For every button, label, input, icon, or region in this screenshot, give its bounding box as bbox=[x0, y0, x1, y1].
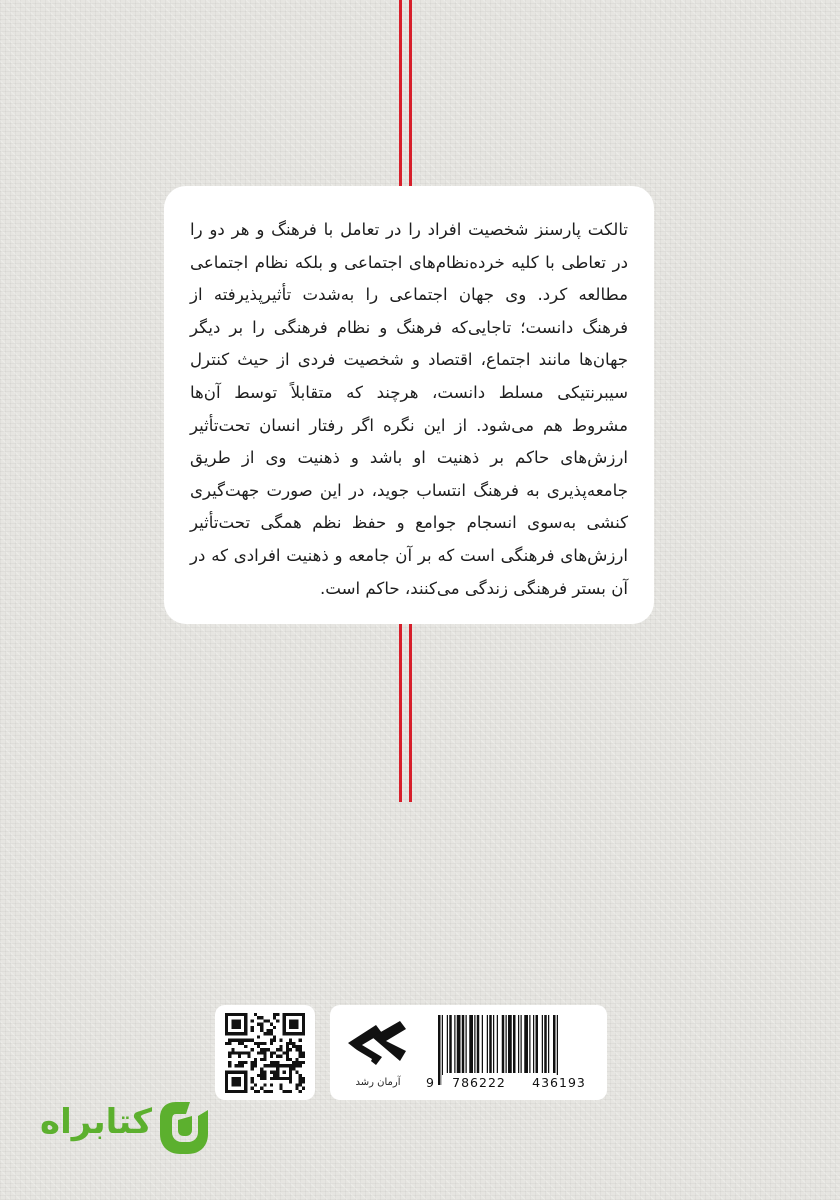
qr-module bbox=[263, 1048, 266, 1051]
qr-module bbox=[279, 1087, 282, 1090]
qr-module bbox=[231, 1048, 234, 1051]
qr-module bbox=[260, 1071, 263, 1074]
qr-module bbox=[276, 1013, 279, 1016]
qr-module bbox=[273, 1026, 276, 1029]
qr-module bbox=[260, 1087, 263, 1090]
qr-module bbox=[270, 1071, 273, 1074]
qr-module bbox=[286, 1058, 289, 1061]
qr-module bbox=[279, 1083, 282, 1086]
qr-module bbox=[273, 1013, 276, 1016]
isbn-group-1: 786222 bbox=[442, 1075, 516, 1090]
qr-module bbox=[254, 1061, 257, 1064]
barcode-bar bbox=[553, 1015, 556, 1073]
qr-module bbox=[225, 1042, 228, 1045]
qr-module bbox=[302, 1077, 305, 1080]
qr-card bbox=[215, 1005, 315, 1100]
barcode-bar bbox=[449, 1015, 452, 1073]
qr-module bbox=[299, 1055, 302, 1058]
qr-module bbox=[241, 1051, 244, 1054]
qr-module bbox=[260, 1058, 263, 1061]
qr-module bbox=[292, 1042, 295, 1045]
qr-module bbox=[295, 1083, 298, 1086]
qr-module bbox=[247, 1051, 250, 1054]
barcode-bar bbox=[462, 1015, 465, 1073]
qr-module bbox=[267, 1029, 270, 1032]
qr-module bbox=[251, 1029, 254, 1032]
qr-module bbox=[273, 1064, 276, 1067]
qr-module bbox=[289, 1080, 292, 1083]
qr-module bbox=[299, 1051, 302, 1054]
qr-module bbox=[235, 1064, 238, 1067]
qr-module bbox=[270, 1042, 273, 1045]
qr-module bbox=[257, 1051, 260, 1054]
qr-module bbox=[270, 1077, 273, 1080]
qr-module bbox=[228, 1061, 231, 1064]
qr-module bbox=[286, 1051, 289, 1054]
qr-module bbox=[270, 1051, 273, 1054]
qr-module bbox=[273, 1074, 276, 1077]
qr-module bbox=[283, 1090, 286, 1093]
barcode-bar bbox=[548, 1015, 549, 1073]
qr-module bbox=[251, 1039, 254, 1042]
barcode-bar bbox=[466, 1015, 467, 1073]
qr-module bbox=[289, 1019, 299, 1029]
qr-module bbox=[295, 1087, 298, 1090]
qr-module bbox=[273, 1061, 276, 1064]
book-arrow-logo-icon bbox=[342, 1017, 412, 1075]
qr-module bbox=[289, 1042, 292, 1045]
qr-module bbox=[251, 1061, 254, 1064]
qr-module bbox=[257, 1045, 260, 1048]
qr-module bbox=[254, 1058, 257, 1061]
qr-module bbox=[302, 1055, 305, 1058]
qr-module bbox=[244, 1039, 247, 1042]
qr-module bbox=[299, 1083, 302, 1086]
qr-module bbox=[299, 1048, 302, 1051]
qr-module bbox=[270, 1039, 273, 1042]
publisher-name: آرمان رشد bbox=[355, 1077, 401, 1088]
barcode-bar bbox=[533, 1015, 534, 1073]
barcode-bar bbox=[524, 1015, 528, 1073]
qr-module bbox=[251, 1048, 254, 1051]
qr-module bbox=[295, 1048, 298, 1051]
qr-module bbox=[254, 1083, 257, 1086]
qr-module bbox=[292, 1064, 295, 1067]
qr-module bbox=[273, 1077, 276, 1080]
qr-module bbox=[241, 1039, 244, 1042]
qr-module bbox=[270, 1032, 273, 1035]
qr-module bbox=[286, 1090, 289, 1093]
qr-module bbox=[263, 1071, 266, 1074]
qr-module bbox=[292, 1045, 295, 1048]
qr-module bbox=[283, 1071, 286, 1074]
qr-module bbox=[257, 1074, 260, 1077]
qr-module bbox=[257, 1035, 260, 1038]
qr-module bbox=[251, 1026, 254, 1029]
qr-module bbox=[299, 1039, 302, 1042]
qr-module bbox=[238, 1055, 241, 1058]
qr-module bbox=[295, 1058, 298, 1061]
qr-module bbox=[270, 1023, 273, 1026]
qr-module bbox=[289, 1039, 292, 1042]
barcode-bar bbox=[542, 1015, 543, 1073]
qr-module bbox=[251, 1064, 254, 1067]
qr-module bbox=[267, 1032, 270, 1035]
qr-module bbox=[299, 1074, 302, 1077]
qr-module bbox=[251, 1077, 254, 1080]
description-card bbox=[164, 186, 654, 624]
barcode-bar bbox=[482, 1015, 483, 1073]
qr-module bbox=[228, 1051, 231, 1054]
red-line-right-bottom bbox=[409, 624, 412, 802]
qr-module bbox=[295, 1061, 298, 1064]
qr-module bbox=[276, 1019, 279, 1022]
barcode-bar bbox=[518, 1015, 519, 1073]
qr-module bbox=[228, 1055, 231, 1058]
qr-module bbox=[279, 1039, 282, 1042]
qr-module bbox=[270, 1055, 273, 1058]
qr-module bbox=[279, 1045, 282, 1048]
qr-module bbox=[251, 1067, 254, 1070]
qr-module bbox=[260, 1074, 263, 1077]
qr-module bbox=[263, 1019, 266, 1022]
qr-module bbox=[295, 1045, 298, 1048]
qr-module bbox=[286, 1048, 289, 1051]
qr-module bbox=[231, 1051, 234, 1054]
qr-module bbox=[267, 1090, 270, 1093]
qr-module bbox=[279, 1048, 282, 1051]
qr-module bbox=[273, 1016, 276, 1019]
qr-module bbox=[241, 1064, 244, 1067]
qr-module bbox=[302, 1051, 305, 1054]
qr-module bbox=[273, 1071, 276, 1074]
barcode-card bbox=[330, 1005, 607, 1100]
qr-module bbox=[263, 1042, 266, 1045]
qr-module bbox=[263, 1077, 266, 1080]
qr-module bbox=[228, 1064, 231, 1067]
barcode-bar bbox=[477, 1015, 480, 1073]
qr-module bbox=[257, 1090, 260, 1093]
qr-module bbox=[260, 1016, 263, 1019]
barcode-bar bbox=[447, 1015, 448, 1073]
qr-module bbox=[263, 1083, 266, 1086]
ketabrah-logo bbox=[40, 1098, 220, 1158]
ketabrah-logo-icon bbox=[152, 1098, 212, 1156]
qr-module bbox=[260, 1023, 263, 1026]
barcode-bar bbox=[544, 1015, 547, 1073]
qr-module bbox=[267, 1019, 270, 1022]
barcode-bar bbox=[513, 1015, 516, 1073]
qr-module bbox=[273, 1039, 276, 1042]
qr-module bbox=[251, 1080, 254, 1083]
qr-module bbox=[299, 1045, 302, 1048]
qr-module bbox=[254, 1042, 257, 1045]
qr-module bbox=[289, 1058, 292, 1061]
qr-module bbox=[263, 1090, 266, 1093]
qr-module bbox=[302, 1061, 305, 1064]
qr-module bbox=[238, 1042, 241, 1045]
qr-module bbox=[276, 1048, 279, 1051]
barcode-bar bbox=[457, 1015, 461, 1073]
qr-module bbox=[273, 1035, 276, 1038]
qr-module bbox=[238, 1064, 241, 1067]
red-line-left-top bbox=[399, 0, 402, 186]
qr-module bbox=[292, 1067, 295, 1070]
qr-module bbox=[251, 1087, 254, 1090]
barcode-bar bbox=[474, 1015, 475, 1073]
qr-module bbox=[286, 1042, 289, 1045]
qr-module bbox=[244, 1061, 247, 1064]
qr-module bbox=[238, 1039, 241, 1042]
qr-module bbox=[257, 1016, 260, 1019]
qr-module bbox=[289, 1090, 292, 1093]
barcode-bar bbox=[454, 1015, 455, 1073]
qr-code-icon bbox=[225, 1013, 305, 1093]
qr-module bbox=[247, 1055, 250, 1058]
qr-module bbox=[270, 1061, 273, 1064]
isbn-group-2: 436193 bbox=[520, 1075, 598, 1090]
qr-module bbox=[270, 1064, 273, 1067]
barcode-bar bbox=[502, 1015, 505, 1073]
barcode-bar bbox=[493, 1015, 494, 1073]
barcode-bar bbox=[489, 1015, 492, 1073]
barcode-bar bbox=[469, 1015, 473, 1073]
qr-module bbox=[260, 1029, 263, 1032]
barcode-bar bbox=[508, 1015, 512, 1073]
qr-module bbox=[260, 1042, 263, 1045]
qr-module bbox=[302, 1080, 305, 1083]
qr-module bbox=[231, 1077, 241, 1087]
qr-module bbox=[238, 1061, 241, 1064]
qr-module bbox=[299, 1064, 302, 1067]
qr-module bbox=[289, 1048, 292, 1051]
qr-module bbox=[241, 1042, 244, 1045]
qr-module bbox=[231, 1039, 234, 1042]
qr-module bbox=[263, 1055, 266, 1058]
qr-module bbox=[276, 1055, 279, 1058]
qr-module bbox=[257, 1042, 260, 1045]
barcode-bar bbox=[497, 1015, 498, 1073]
qr-module bbox=[235, 1039, 238, 1042]
qr-module bbox=[263, 1058, 266, 1061]
qr-module bbox=[254, 1013, 257, 1016]
red-line-right-top bbox=[409, 0, 412, 186]
qr-module bbox=[235, 1051, 238, 1054]
qr-module bbox=[302, 1087, 305, 1090]
qr-module bbox=[257, 1023, 260, 1026]
qr-module bbox=[228, 1039, 231, 1042]
qr-module bbox=[292, 1061, 295, 1064]
qr-module bbox=[279, 1055, 282, 1058]
qr-module bbox=[260, 1067, 263, 1070]
red-line-left-bottom bbox=[399, 624, 402, 802]
qr-module bbox=[244, 1045, 247, 1048]
qr-module bbox=[228, 1042, 231, 1045]
qr-module bbox=[263, 1064, 266, 1067]
qr-module bbox=[270, 1090, 273, 1093]
qr-module bbox=[260, 1026, 263, 1029]
qr-module bbox=[299, 1080, 302, 1083]
store-name: کتابراه bbox=[40, 1102, 153, 1142]
barcode-bar bbox=[487, 1015, 488, 1073]
qr-module bbox=[299, 1077, 302, 1080]
qr-module bbox=[286, 1055, 289, 1058]
qr-module bbox=[238, 1051, 241, 1054]
qr-module bbox=[263, 1051, 266, 1054]
qr-module bbox=[270, 1029, 273, 1032]
qr-module bbox=[263, 1074, 266, 1077]
qr-module bbox=[295, 1071, 298, 1074]
description-text: تالکت پارسنز شخصیت افراد را در تعامل با فرهنگ و هر دو را در تعاطی با کلیه خرده‌نظام‌های اجتماعی و بلکه نظام اجتماعی مطالعه کرد. وی جهان اجتماعی را به‌شدت تأثیرپذیرفته از فرهنگ دانست؛ تاجایی‌که فرهنگ و نظام فرهنگی را بر دیگر جهان‌ها مانند اجتماع، اقتصاد و شخصیت فردی از حیث کنترل سیبرنتیکی مسلط دانست، هرچند که متقابلاً توسط آن‌ها مشروط هم می‌شود. از این نگره اگر رفتار انسان تحت‌تأثیر ارزش‌های حاکم بر ذهنیت او باشد و ذهنیت وی از طریق جامعه‌پذیری به فرهنگ انتساب جوید، در این صورت جهت‌گیری کنشی به‌سوی انسجام جوامع و حفظ نظم همگی تحت‌تأثیر ارزش‌های فرهنگی است که بر آن جامعه و ذهنیت افرادی که در آن بستر فرهنگی زندگی می‌کنند، حاکم است. bbox=[190, 220, 628, 598]
qr-module bbox=[254, 1090, 257, 1093]
qr-module bbox=[251, 1019, 254, 1022]
qr-module bbox=[267, 1064, 270, 1067]
barcode-bar bbox=[438, 1015, 441, 1085]
barcode-bar bbox=[521, 1015, 522, 1073]
qr-module bbox=[260, 1051, 263, 1054]
qr-module bbox=[260, 1077, 263, 1080]
isbn-prefix: 9 bbox=[426, 1075, 434, 1090]
qr-module bbox=[299, 1061, 302, 1064]
qr-module bbox=[286, 1045, 289, 1048]
qr-module bbox=[270, 1083, 273, 1086]
qr-module bbox=[241, 1061, 244, 1064]
qr-module bbox=[231, 1019, 241, 1029]
qr-module bbox=[299, 1090, 302, 1093]
barcode-bar bbox=[529, 1015, 530, 1073]
qr-module bbox=[254, 1064, 257, 1067]
qr-module bbox=[276, 1061, 279, 1064]
barcode-bar bbox=[536, 1015, 539, 1073]
qr-module bbox=[263, 1032, 266, 1035]
qr-module bbox=[244, 1051, 247, 1054]
barcode-bar bbox=[506, 1015, 507, 1073]
qr-module bbox=[295, 1064, 298, 1067]
qr-module bbox=[273, 1051, 276, 1054]
qr-module bbox=[267, 1048, 270, 1051]
qr-module bbox=[260, 1048, 263, 1051]
qr-module bbox=[283, 1051, 286, 1054]
qr-module bbox=[247, 1039, 250, 1042]
